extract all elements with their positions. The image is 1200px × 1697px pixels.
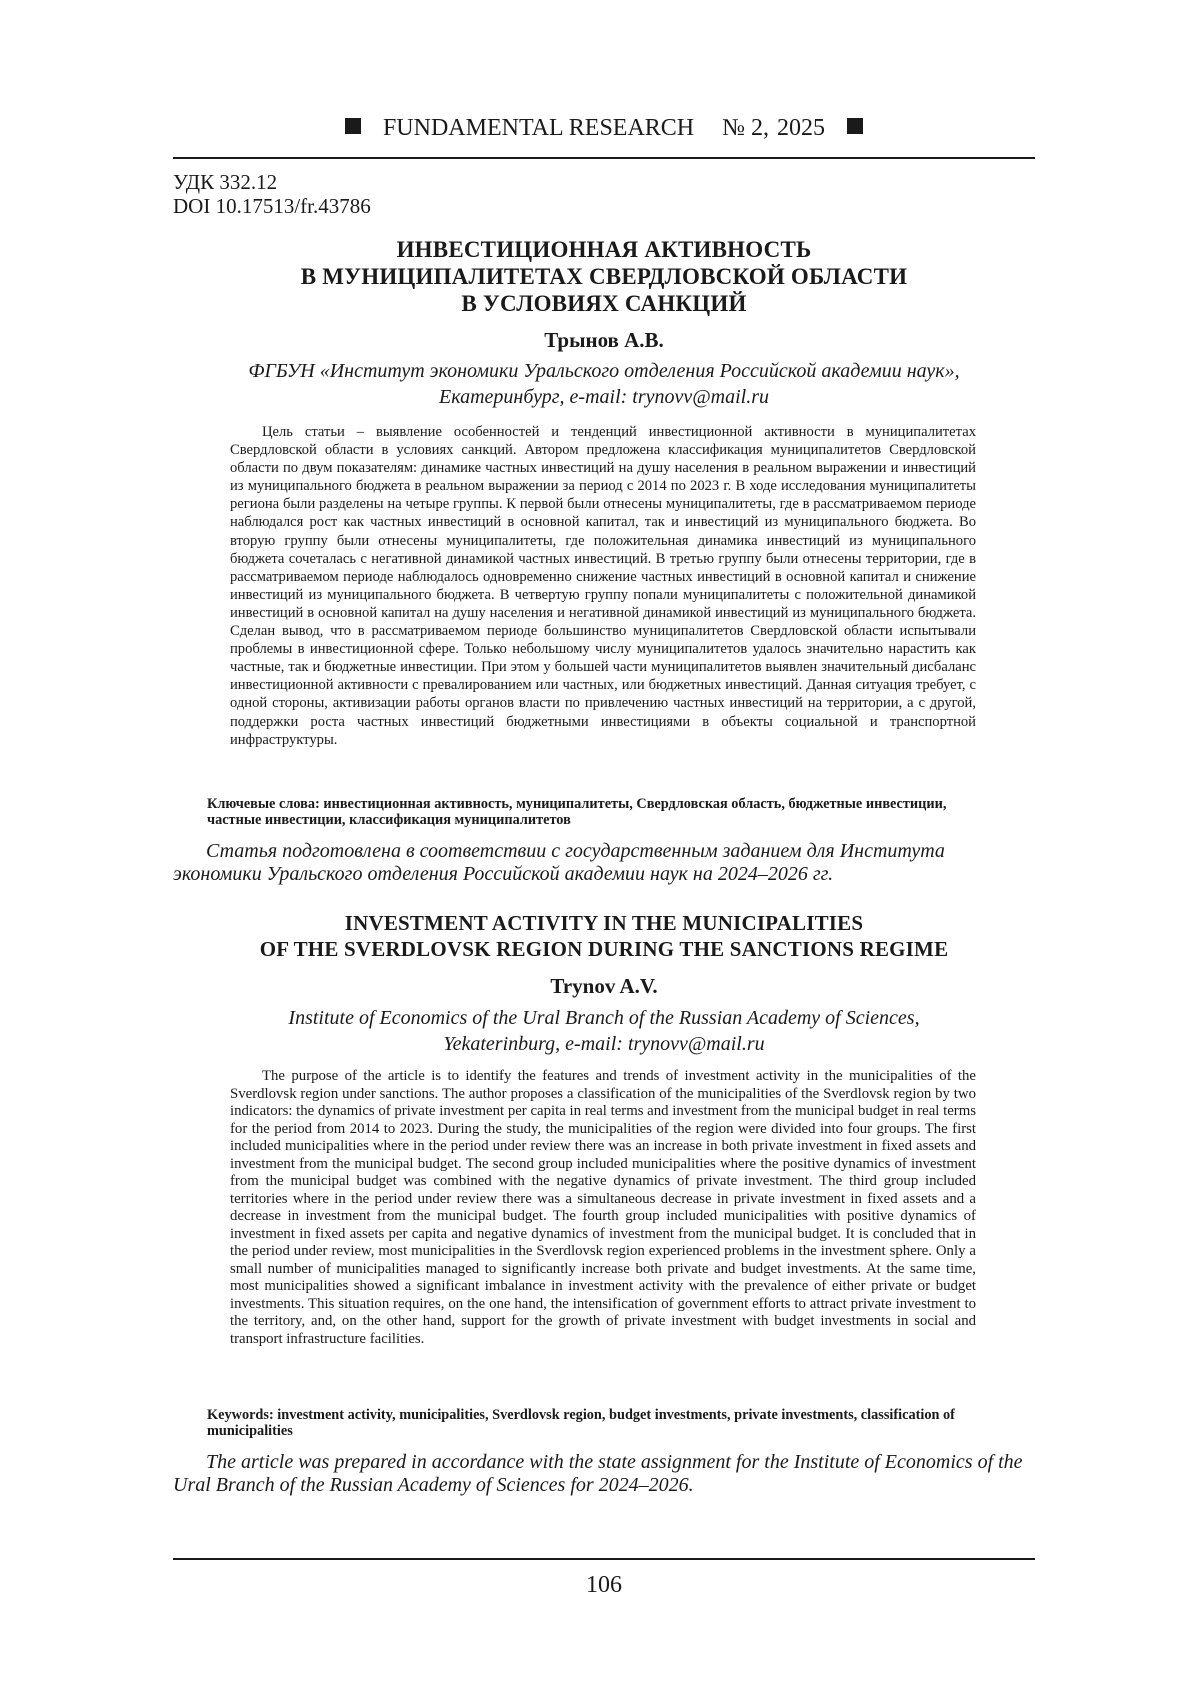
affiliation-line: Екатеринбург, e-mail: trynovv@mail.ru (439, 386, 769, 408)
affiliation-ru (173, 358, 1035, 410)
issue-year: 2025 (777, 115, 826, 141)
keywords-list: инвестиционная активность, муниципалитеты, Свердловская область, бюджетные инвестиции, частные инвестиции, классификация муниципалитетов (207, 796, 947, 828)
square-bullet-icon (847, 118, 863, 134)
keywords-list: investment activity, municipalities, Sverdlovsk region, budget investments, private investments, classification of municipalities (207, 1407, 955, 1439)
title-line: В УСЛОВИЯХ САНКЦИЙ (461, 291, 747, 316)
abstract-en: The purpose of the article is to identify the features and trends of investment activity in the municipalities of the Sverdlovsk region under sanctions. The author proposes a classification of the municipalities of the Sverdlovsk region by two indicators: the dynamics of private investment per capita in real terms and investment from the municipal budget in real terms for the period from 2014 to 2023. During the study, the municipalities of the region were divided into four groups. The first included municipalities where in the period under review there was an increase in both private investment in fixed assets and investment from the municipal budget. The second group included municipalities where the positive dynamics of investment from the municipal budget was combined with the negative dynamics of private investment. The third group included territories where in the period under review there was a simultaneous decrease in private investment in fixed assets and a decrease in investment from the municipal budget. The fourth group included municipalities with positive dynamics of investment in fixed assets per capita and negative dynamics of investment from the municipal budget. It is concluded that in the period under review, most municipalities in the Sverdlovsk region experienced problems in the investment sphere. Only a small number of municipalities managed to significantly increase both private and budget investments. At the same time, most municipalities showed a significant imbalance in investment activity with the prevalence of either private or budget investments. This situation requires, on the one hand, the intensification of government efforts to attract private investment to the territory, and, on the other hand, support for the growth of private investment with budget investments in social and transport infrastructure facilities. (230, 1068, 976, 1347)
running-header (173, 108, 1035, 152)
page-number: 106 (586, 1572, 622, 1598)
issue-number: № 2, (722, 115, 770, 141)
abstract-ru: Цель статьи – выявление особенностей и тенденций инвестиционной активности в муниципалитетах Свердловской области в условиях санкций. Автором предложена классификация муниципалитетов Свердловской области по двум показателям: динамике частных инвестиций на душу населения в реальном выражении и инвестиций из муниципального бюджета в реальном выражении за период с 2014 по 2023 г. В ходе исследования муниципалитеты региона были разделены на четыре группы. К первой были отнесены муниципалитеты, где в рассматриваемом периоде наблюдался рост как частных инвестиций в основной капитал, так и инвестиций из муниципального бюджета. Во вторую группу были отнесены муниципалитеты, где положительная динамика инвестиций из муниципального бюджета сочеталась с негативной динамикой частных инвестиций. В третью группу были отнесены территории, где в рассматриваемом периоде наблюдалось одновременно снижение частных инвестиций в основной капитал и снижение инвестиций из муниципального бюджета. В четвертую группу попали муниципалитеты с положительной динамикой инвестиций в основной капитал на душу населения и негативной динамикой инвестиций из муниципального бюджета. Сделан вывод, что в рассматриваемом периоде большинство муниципалитетов Свердловской области испытывали проблемы в инвестиционной сфере. Только небольшому числу муниципалитетов удалось значительно нарастить как частные, так и бюджетные инвестиции. При этом у большей части муниципалитетов выявлен значительный дисбаланс инвестиционной активности с превалированием или частных, или бюджетных инвестиций. Данная ситуация требует, с одной стороны, активизации работы органов власти по привлечению частных инвестиций на территории, а с другой, поддержки роста частных инвестиций бюджетными инвестициями в объекты социальной и транспортной инфраструктуры. (230, 424, 976, 748)
affiliation-line: ФГБУН «Институт экономики Уральского отделения Российской академии наук», (248, 360, 960, 382)
author-en: Trynov A.V. (550, 974, 658, 998)
udc-code: УДК 332.12 (173, 170, 278, 194)
article-title-ru (173, 236, 1035, 317)
affiliation-line: Yekaterinburg, e-mail: trynovv@mail.ru (443, 1033, 765, 1055)
keywords-label: Ключевые слова: (207, 796, 320, 812)
funding-note-en: The article was prepared in accordance with the state assignment for the Institute of Economics of the Ural Branch of the Russian Academy of Sciences for 2024–2026. (173, 1451, 1023, 1496)
author-ru: Трынов А.В. (544, 328, 664, 352)
journal-name: FUNDAMENTAL RESEARCH (382, 115, 695, 141)
title-line: OF THE SVERDLOVSK REGION DURING THE SANCTIONS REGIME (259, 937, 949, 961)
keywords-en (207, 1407, 967, 1439)
title-line: INVESTMENT ACTIVITY IN THE MUNICIPALITIES (344, 911, 864, 935)
affiliation-en (173, 1005, 1035, 1057)
title-line: ИНВЕСТИЦИОННАЯ АКТИВНОСТЬ (396, 237, 812, 262)
square-bullet-icon (345, 118, 361, 134)
funding-note-ru: Статья подготовлена в соответствии с государственным заданием для Института экономики Уральского отделения Российской академии наук на 2024–2026 гг. (173, 840, 945, 885)
keywords-label: Keywords: (207, 1407, 274, 1423)
footer-rule (173, 1558, 1035, 1560)
keywords-ru (207, 796, 967, 828)
title-line: В МУНИЦИПАЛИТЕТАХ СВЕРДЛОВСКОЙ ОБЛАСТИ (300, 264, 908, 289)
article-title-en (173, 910, 1035, 962)
article-meta (173, 170, 371, 218)
doi: DOI 10.17513/fr.43786 (173, 194, 371, 218)
header-rule (173, 157, 1035, 159)
affiliation-line: Institute of Economics of the Ural Branch of the Russian Academy of Sciences, (288, 1007, 920, 1029)
